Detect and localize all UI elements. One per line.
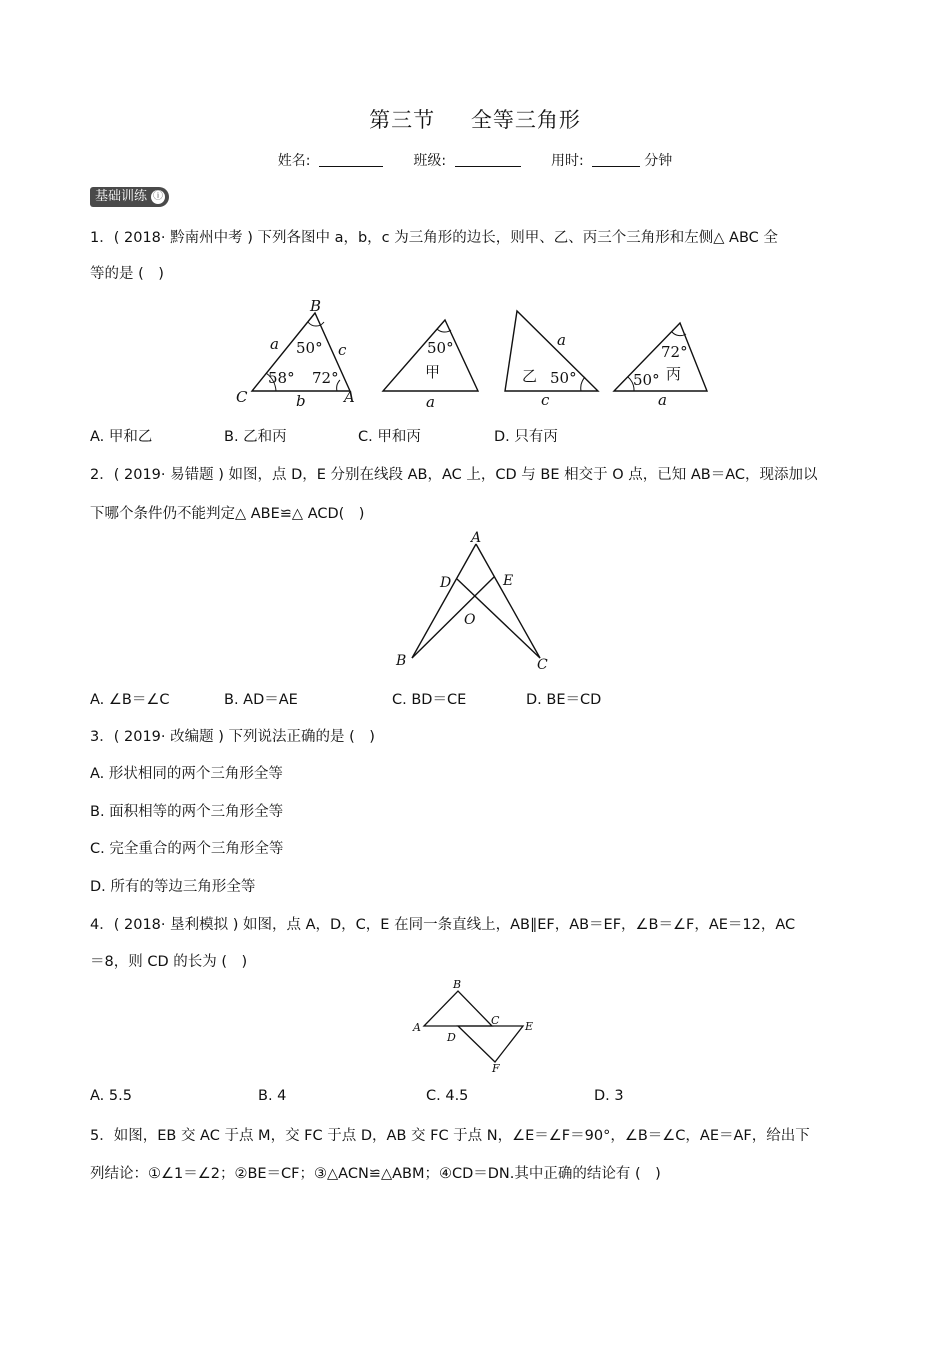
name-blank[interactable]: [319, 152, 383, 167]
q4-text-line1: 4．( 2018· 垦利模拟 ) 如图，点 A，D，C，E 在同一条直线上，AB∥EF，AB＝EF，∠B＝∠F，AE＝12，AC: [90, 917, 796, 933]
class-blank[interactable]: [455, 152, 521, 167]
time-label: 用时:: [551, 153, 584, 169]
q1-option-a[interactable]: A. 甲和乙: [90, 429, 153, 445]
title-section: 第三节: [369, 108, 436, 132]
q2-label-a: A: [471, 530, 482, 546]
abc-label-c: C: [236, 388, 248, 406]
q2-label-d: D: [440, 575, 452, 591]
q5-text-line2: 列结论：①∠1＝∠2；②BE＝CF；③△ACN≌△ABM；④CD＝DN.其中正确的结论有 ( ): [90, 1166, 661, 1182]
q4-text-line2: ＝8，则 CD 的长为 ( ): [90, 954, 248, 970]
abc-angle-a: 72°: [312, 369, 339, 387]
bing-angle-left: 50°: [633, 371, 660, 389]
q3-option-b[interactable]: B. 面积相等的两个三角形全等: [90, 804, 284, 820]
jia-name: 甲: [425, 363, 441, 381]
abc-angle-c: 58°: [268, 369, 295, 387]
bing-name: 丙: [666, 365, 682, 383]
q4-label-b: B: [453, 978, 462, 991]
q2-label-c: C: [537, 657, 548, 673]
q4-figure: [405, 972, 545, 1077]
q4-option-d[interactable]: D. 3: [594, 1088, 624, 1104]
q4-option-b[interactable]: B. 4: [258, 1088, 287, 1104]
q1-text-line1: 1．( 2018· 黔南州中考 ) 下列各图中 a，b，c 为三角形的边长，则甲、乙、丙三个三角形和左侧△ ABC 全: [90, 230, 778, 246]
title-topic: 全等三角形: [470, 108, 581, 132]
jia-angle: 50°: [427, 339, 454, 357]
yi-side-a: a: [557, 331, 566, 349]
q2-option-a[interactable]: A. ∠B＝∠C: [90, 692, 170, 708]
page-title: [0, 104, 950, 134]
section-badge-label: 基础训练: [95, 189, 148, 204]
q2-option-d[interactable]: D. BE＝CD: [526, 692, 602, 708]
q2-label-b: B: [396, 653, 407, 669]
segment-ac: [476, 544, 540, 658]
q4-option-c[interactable]: C. 4.5: [426, 1088, 469, 1104]
q2-figure: [390, 530, 560, 675]
abc-side-b: b: [296, 392, 306, 410]
q3-text-line1: 3．( 2019· 改编题 ) 下列说法正确的是 ( ): [90, 729, 375, 745]
q4-label-f: F: [492, 1062, 500, 1075]
q1-option-d[interactable]: D. 只有丙: [494, 429, 558, 445]
yi-side-c: c: [541, 391, 550, 409]
student-info: [0, 150, 950, 170]
q4-label-c: C: [491, 1014, 500, 1027]
yi-name: 乙: [522, 367, 538, 385]
abc-angle-b: 50°: [296, 339, 323, 357]
q1-figure: [230, 295, 720, 415]
bing-angle-top: 72°: [661, 343, 688, 361]
q4-option-a[interactable]: A. 5.5: [90, 1088, 132, 1104]
info-icon: ⓘ: [153, 191, 164, 202]
abc-side-c: c: [338, 341, 347, 359]
time-unit: 分钟: [644, 153, 673, 169]
q2-text-line1: 2．( 2019· 易错题 ) 如图，点 D，E 分别在线段 AB，AC 上，CD 与 BE 相交于 O 点，已知 AB＝AC，现添加以: [90, 467, 818, 483]
q3-option-a[interactable]: A. 形状相同的两个三角形全等: [90, 766, 283, 782]
abc-label-a: A: [344, 388, 355, 406]
time-blank[interactable]: [592, 152, 640, 167]
q2-text-line2: 下哪个条件仍不能判定△ ABE≌△ ACD( ): [90, 506, 365, 522]
q3-option-d[interactable]: D. 所有的等边三角形全等: [90, 879, 256, 895]
name-label: 姓名:: [277, 153, 311, 169]
q1-text-line2: 等的是 ( ): [90, 266, 164, 282]
segment-ab: [412, 544, 476, 658]
q4-label-a: A: [413, 1021, 421, 1034]
q5-text-line1: 5．如图，EB 交 AC 于点 M，交 FC 于点 D，AB 交 FC 于点 N，∠E＝∠F＝90°，∠B＝∠C，AE＝AF，给出下: [90, 1128, 810, 1144]
segment-eb: [412, 577, 494, 658]
triangle-abc-q4: [424, 991, 492, 1026]
q3-option-c[interactable]: C. 完全重合的两个三角形全等: [90, 841, 284, 857]
q4-label-d: D: [447, 1031, 456, 1044]
section-badge: [90, 187, 169, 207]
bing-side: a: [658, 391, 667, 409]
q2-option-c[interactable]: C. BD＝CE: [392, 692, 467, 708]
q1-option-b[interactable]: B. 乙和丙: [224, 429, 287, 445]
q2-label-o: O: [464, 612, 476, 628]
abc-label-b: B: [310, 297, 322, 315]
q1-option-c[interactable]: C. 甲和丙: [358, 429, 421, 445]
jia-side: a: [426, 393, 435, 411]
q2-option-b[interactable]: B. AD＝AE: [224, 692, 298, 708]
yi-angle: 50°: [550, 369, 577, 387]
class-label: 班级:: [413, 153, 447, 169]
q4-label-e: E: [525, 1020, 534, 1033]
abc-side-a: a: [270, 335, 279, 353]
triangle-def-q4: [458, 1026, 523, 1062]
q2-label-e: E: [503, 573, 514, 589]
